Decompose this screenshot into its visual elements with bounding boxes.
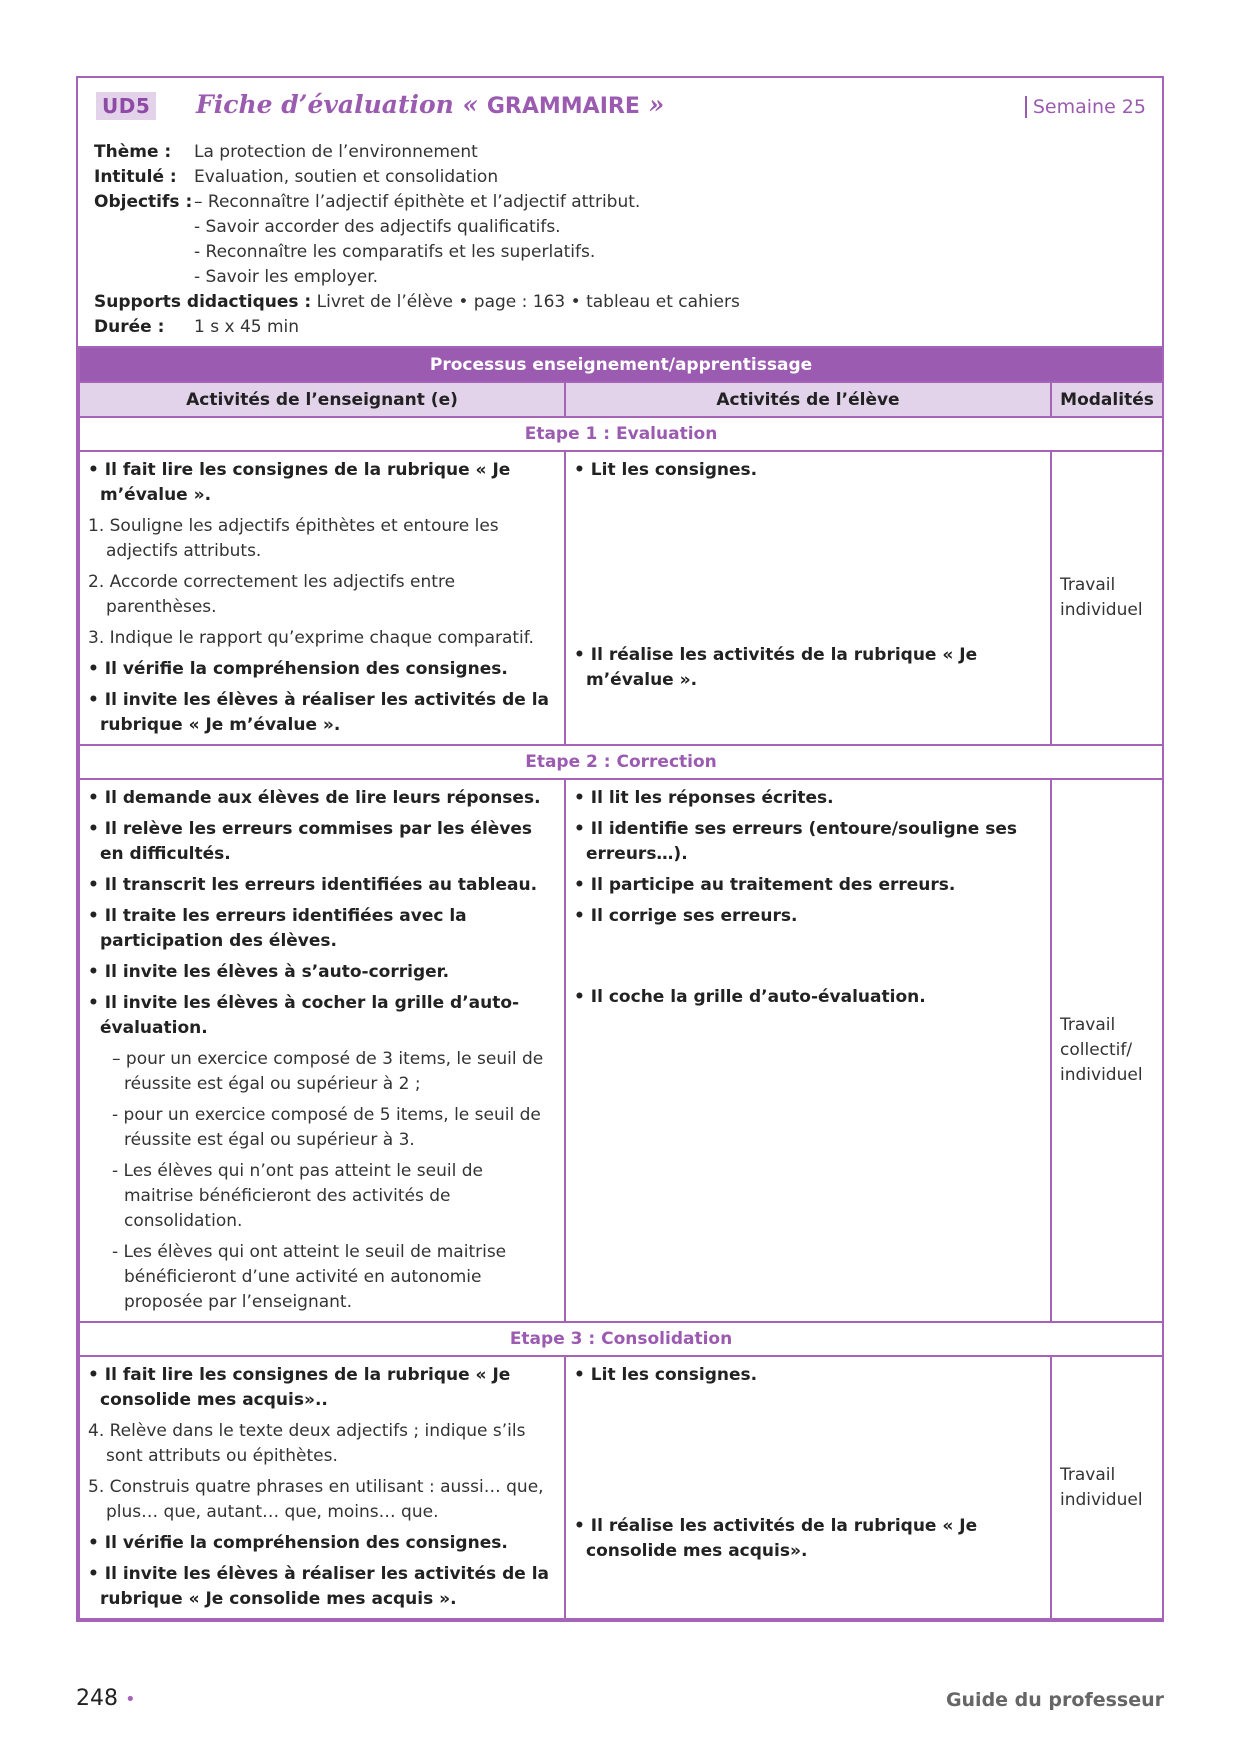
title-suffix: » bbox=[639, 90, 665, 119]
title-prefix: Fiche d’évaluation « bbox=[196, 90, 487, 119]
student-activity: • Lit les consignes. bbox=[574, 1365, 758, 1385]
week-label: Semaine 25 bbox=[1025, 96, 1146, 118]
objectif-item: – Reconnaître l’adjectif épithète et l’adjectif attribut. bbox=[194, 192, 641, 212]
threshold-note: - Les élèves qui ont atteint le seuil de maitrise bénéficieront d’une activité en autonomie proposée par l’enseignant. bbox=[112, 1242, 507, 1312]
page-title bbox=[196, 90, 664, 119]
page-number bbox=[76, 1686, 136, 1711]
modalite-step-3 bbox=[1051, 1356, 1163, 1619]
supports-label: Supports didactiques : bbox=[94, 292, 312, 312]
exercise-instruction: 5. Construis quatre phrases en utilisant : aussi… que, plus… que, autant… que, moins… que. bbox=[88, 1477, 544, 1522]
table-row bbox=[79, 779, 1163, 1322]
teacher-activity: • Il invite les élèves à s’auto-corriger. bbox=[88, 962, 450, 982]
teacher-activity: • Il vérifie la compréhension des consignes. bbox=[88, 1533, 508, 1553]
modalite-text: collectif/ bbox=[1060, 1040, 1133, 1060]
theme-label: Thème : bbox=[94, 142, 172, 162]
objectifs-label: Objectifs : bbox=[94, 192, 193, 212]
page-number-dot: • bbox=[125, 1689, 136, 1710]
page-number-value: 248 bbox=[76, 1686, 118, 1711]
student-activity: • Il réalise les activités de la rubrique « Je m’évalue ». bbox=[574, 645, 978, 690]
student-activity: • Il réalise les activités de la rubrique « Je consolide mes acquis». bbox=[574, 1516, 978, 1561]
teacher-activities-step-2 bbox=[79, 779, 565, 1322]
student-activities-step-2 bbox=[565, 779, 1051, 1322]
supports-value: Livret de l’élève • page : 163 • tableau et cahiers bbox=[316, 292, 740, 312]
modalite-text: individuel bbox=[1060, 600, 1143, 620]
lesson-meta bbox=[94, 140, 740, 340]
title-subject: GRAMMAIRE bbox=[486, 94, 640, 119]
student-activity: • Il identifie ses erreurs (entoure/souligne ses erreurs…). bbox=[574, 819, 1017, 864]
theme-value: La protection de l’environnement bbox=[194, 142, 478, 162]
modalite-text: individuel bbox=[1060, 1065, 1143, 1085]
column-header-modalites: Modalités bbox=[1051, 382, 1163, 417]
intitule-value: Evaluation, soutien et consolidation bbox=[194, 167, 499, 187]
teacher-activity: • Il fait lire les consignes de la rubrique « Je consolide mes acquis».. bbox=[88, 1365, 511, 1410]
teacher-activity: • Il invite les élèves à réaliser les activités de la rubrique « Je m’évalue ». bbox=[88, 690, 549, 735]
step-2-title: Etape 2 : Correction bbox=[79, 745, 1163, 779]
teacher-activity: • Il relève les erreurs commises par les élèves en difficultés. bbox=[88, 819, 533, 864]
process-table bbox=[78, 346, 1164, 1620]
student-activity: • Il corrige ses erreurs. bbox=[574, 906, 798, 926]
evaluation-sheet bbox=[76, 76, 1164, 1622]
teacher-activity: • Il invite les élèves à réaliser les activités de la rubrique « Je consolide mes acquis ». bbox=[88, 1564, 549, 1609]
teacher-activities-step-1 bbox=[79, 451, 565, 745]
student-activity: • Lit les consignes. bbox=[574, 460, 758, 480]
threshold-note: - Les élèves qui n’ont pas atteint le seuil de maitrise bénéficieront des activités de consolidation. bbox=[112, 1161, 483, 1231]
student-activities-step-3 bbox=[565, 1356, 1051, 1619]
modalite-step-1 bbox=[1051, 451, 1163, 745]
student-activity: • Il participe au traitement des erreurs. bbox=[574, 875, 956, 895]
step-3-title: Etape 3 : Consolidation bbox=[79, 1322, 1163, 1356]
student-activities-step-1 bbox=[565, 451, 1051, 745]
objectif-item: - Savoir accorder des adjectifs qualificatifs. bbox=[194, 217, 561, 237]
duree-label: Durée : bbox=[94, 317, 165, 337]
modalite-text: individuel bbox=[1060, 1489, 1143, 1510]
table-row bbox=[79, 451, 1163, 745]
column-header-student: Activités de l’élève bbox=[565, 382, 1051, 417]
table-row bbox=[79, 1356, 1163, 1619]
objectif-item: - Reconnaître les comparatifs et les superlatifs. bbox=[194, 242, 596, 262]
modalite-step-2 bbox=[1051, 779, 1163, 1322]
footer-title: Guide du professeur bbox=[945, 1689, 1164, 1711]
objectif-item: - Savoir les employer. bbox=[194, 267, 379, 287]
teacher-activity: • Il demande aux élèves de lire leurs réponses. bbox=[88, 788, 541, 808]
teacher-activity: • Il traite les erreurs identifiées avec la participation des élèves. bbox=[88, 906, 467, 951]
teacher-activity: • Il invite les élèves à cocher la grille d’auto-évaluation. bbox=[88, 993, 520, 1038]
exercise-instruction: 3. Indique le rapport qu’exprime chaque comparatif. bbox=[88, 628, 534, 648]
unit-badge: UD5 bbox=[96, 92, 156, 120]
modalite-text: Travail bbox=[1060, 575, 1116, 595]
teacher-activities-step-3 bbox=[79, 1356, 565, 1619]
column-header-teacher: Activités de l’enseignant (e) bbox=[79, 382, 565, 417]
exercise-instruction: 4. Relève dans le texte deux adjectifs ; indique s’ils sont attributs ou épithètes. bbox=[88, 1421, 526, 1466]
intitule-label: Intitulé : bbox=[94, 167, 177, 187]
sheet-header bbox=[78, 78, 1162, 346]
exercise-instruction: 1. Souligne les adjectifs épithètes et entoure les adjectifs attributs. bbox=[88, 516, 499, 561]
student-activity: • Il lit les réponses écrites. bbox=[574, 788, 834, 808]
teacher-activity: • Il fait lire les consignes de la rubrique « Je m’évalue ». bbox=[88, 460, 511, 505]
step-1-title: Etape 1 : Evaluation bbox=[79, 417, 1163, 451]
modalite-text: Travail bbox=[1060, 1464, 1116, 1485]
threshold-note: – pour un exercice composé de 3 items, le seuil de réussite est égal ou supérieur à 2 ; bbox=[112, 1049, 544, 1094]
duree-value: 1 s x 45 min bbox=[194, 317, 300, 337]
teacher-activity: • Il transcrit les erreurs identifiées au tableau. bbox=[88, 875, 538, 895]
threshold-note: - pour un exercice composé de 5 items, le seuil de réussite est égal ou supérieur à 3. bbox=[112, 1105, 541, 1150]
modalite-text: Travail bbox=[1060, 1015, 1116, 1035]
student-activity: • Il coche la grille d’auto-évaluation. bbox=[574, 987, 926, 1007]
exercise-instruction: 2. Accorde correctement les adjectifs entre parenthèses. bbox=[88, 572, 456, 617]
process-title: Processus enseignement/apprentissage bbox=[79, 347, 1163, 382]
teacher-activity: • Il vérifie la compréhension des consignes. bbox=[88, 659, 508, 679]
